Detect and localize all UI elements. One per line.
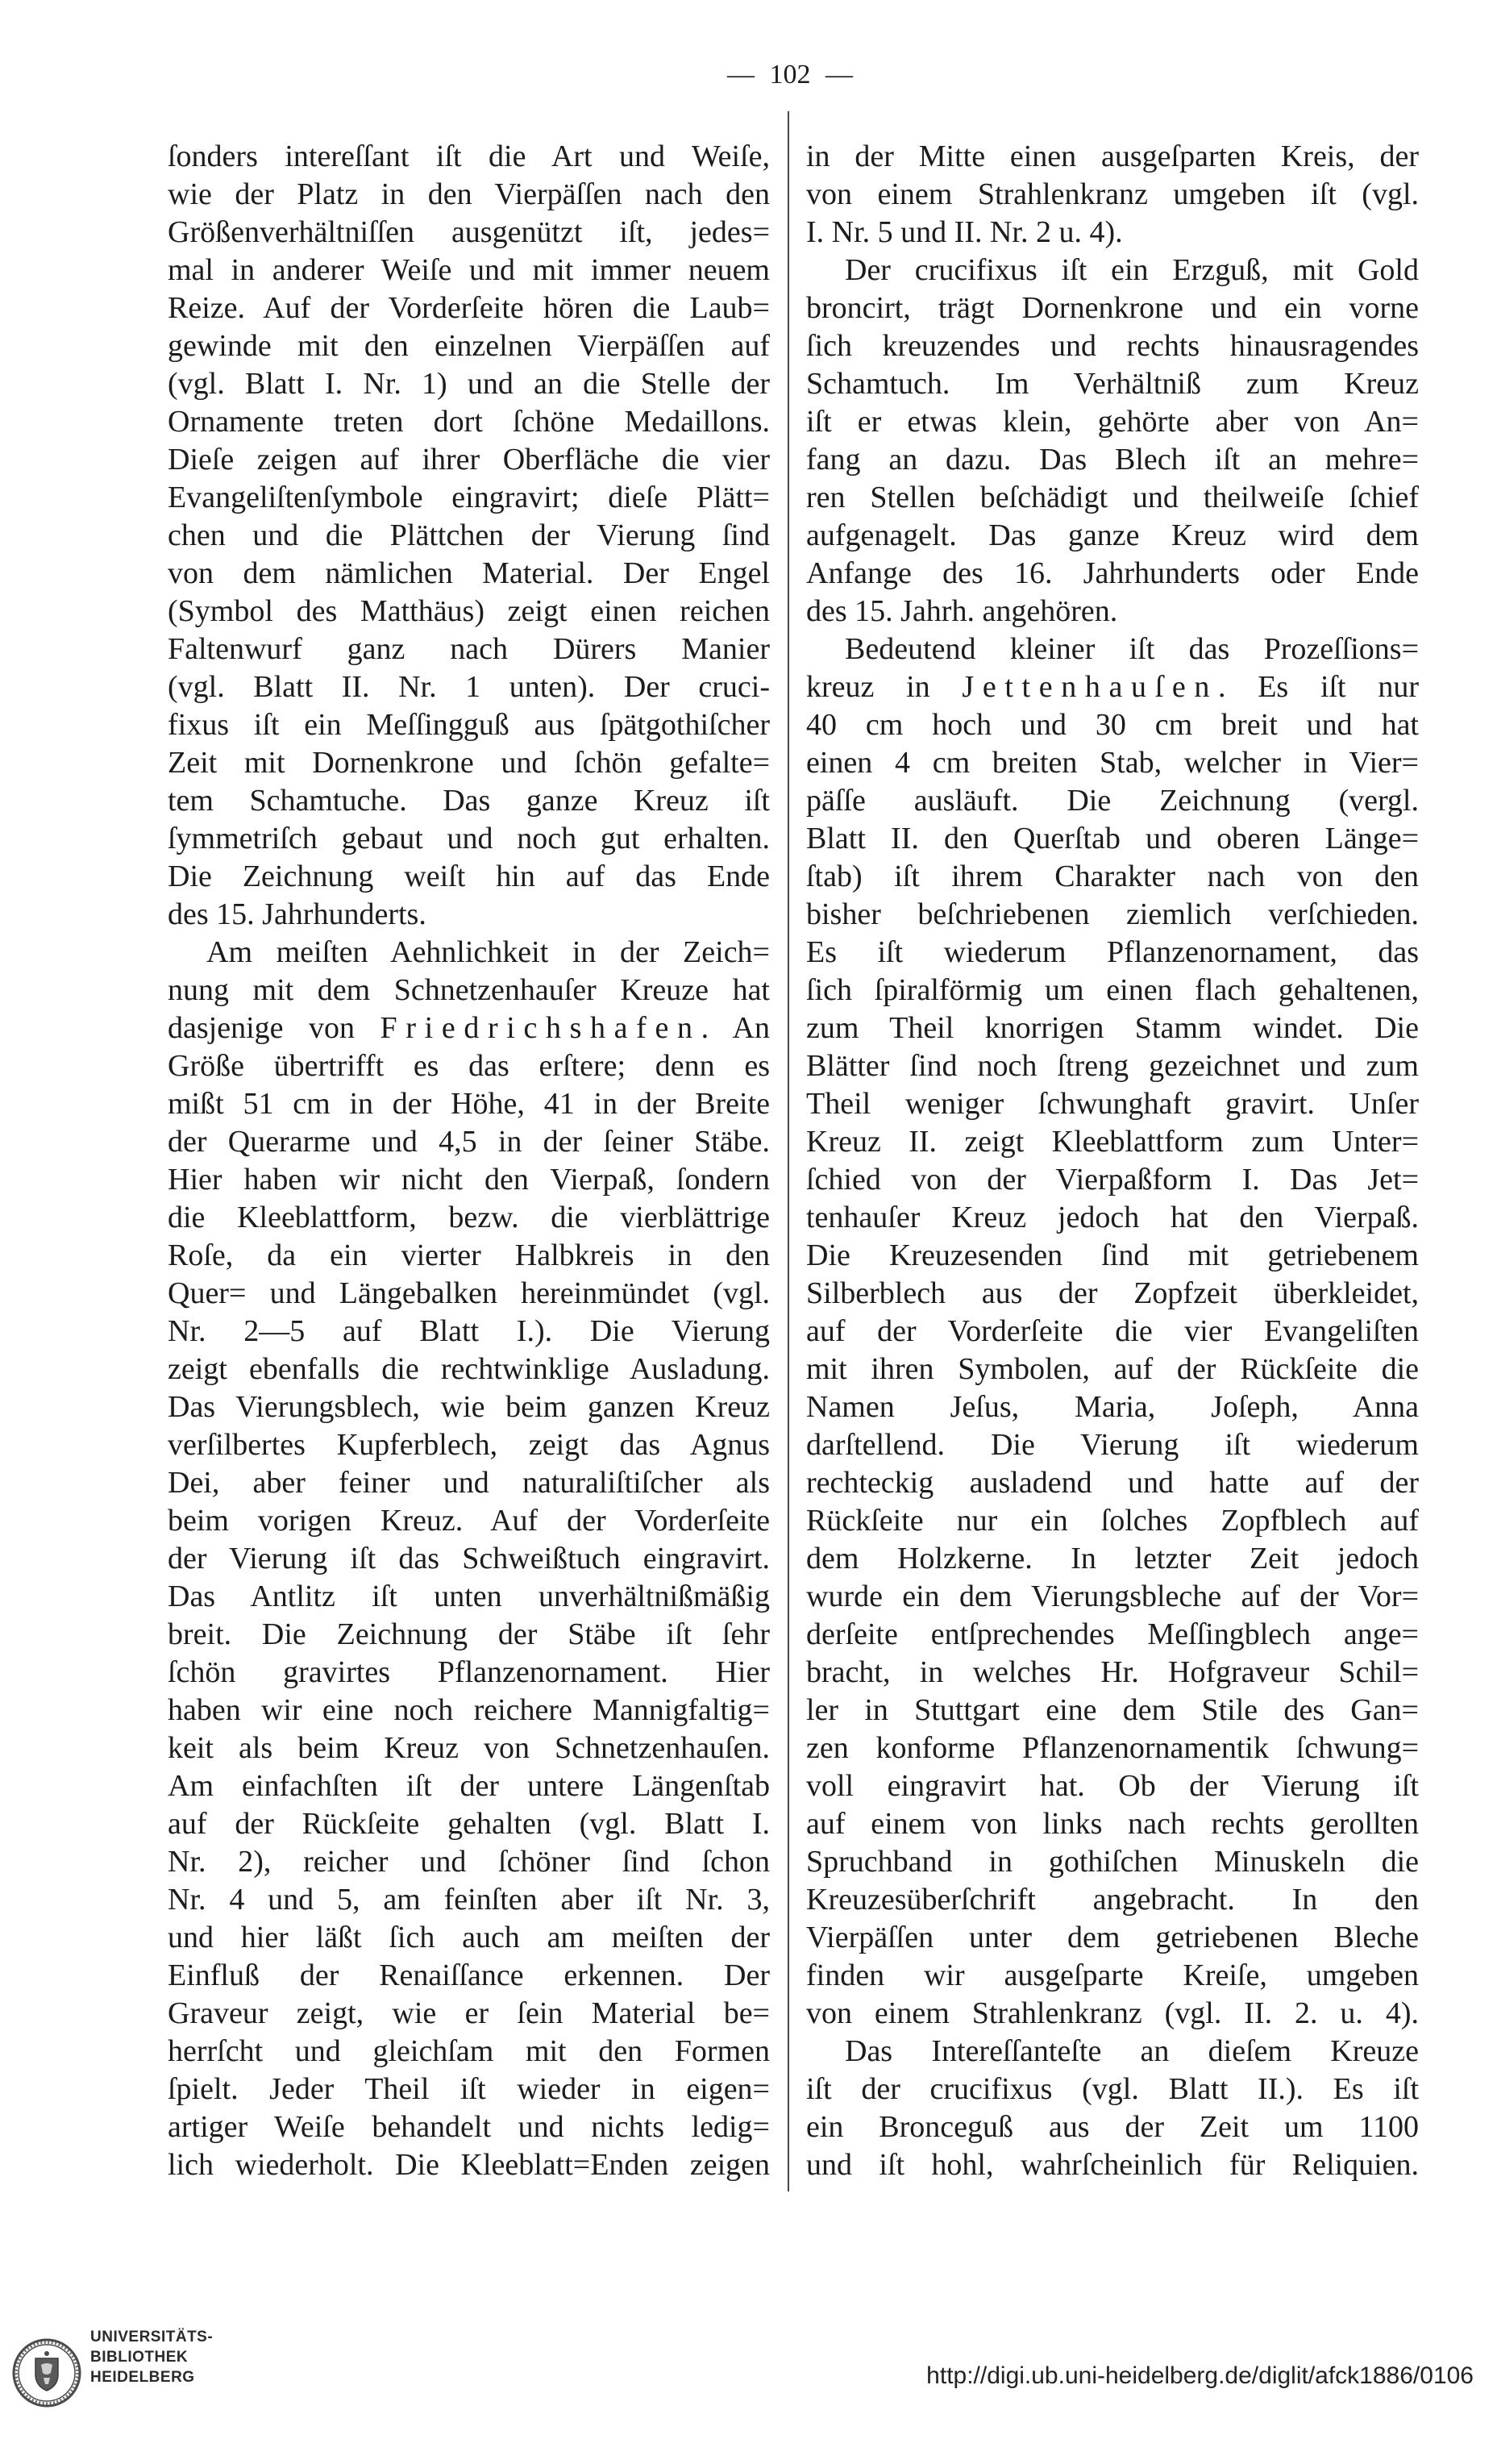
- text-line: iſt er etwas klein, gehörte aber von An=: [806, 405, 1419, 439]
- text-line: zeigt ebenfalls die rechtwinklige Ausladung.: [168, 1352, 770, 1386]
- text-line: Vierpäſſen unter dem getriebenen Bleche: [806, 1921, 1419, 1954]
- text-line: der Vierung iſt das Schweißtuch eingravirt.: [168, 1542, 770, 1575]
- university-seal-icon: [11, 2337, 82, 2408]
- text-line: Kreuzesüberſchrift angebracht. In den: [806, 1883, 1419, 1917]
- text-line: auf einem von links nach rechts gerollten: [806, 1807, 1419, 1841]
- text-line: päſſe ausläuft. Die Zeichnung (vergl.: [806, 784, 1419, 818]
- text-line: ſchön gravirtes Pflanzenornament. Hier: [168, 1655, 770, 1689]
- text-line: herrſcht und gleichſam mit den Formen: [168, 2034, 770, 2068]
- text-line: [806, 668, 1419, 706]
- column-divider: [788, 111, 789, 2191]
- text-line: Das Vierungsblech, wie beim ganzen Kreuz: [168, 1390, 770, 1424]
- text-line: auf der Rückſeite gehalten (vgl. Blatt I.: [168, 1807, 770, 1841]
- text-line: Reize. Auf der Vorderſeite hören die Laub=: [168, 291, 770, 325]
- text-line: Dei, aber feiner und naturaliſtiſcher als: [168, 1466, 770, 1500]
- text-line: lich wiederholt. Die Kleeblatt=Enden zeigen: [168, 2148, 770, 2182]
- text-line: die Kleeblattform, bezw. die vierblättrige: [168, 1201, 770, 1234]
- text-line: [168, 1009, 770, 1047]
- paragraph-start-line: Bedeutend kleiner iſt das Prozeſſions=: [845, 632, 1419, 666]
- source-url: http://digi.ub.uni-heidelberg.de/diglit/afck1886/0106: [926, 2362, 1474, 2389]
- text-line: einen 4 cm breiten Stab, welcher in Vier=: [806, 746, 1419, 780]
- text-line: auf der Vorderſeite die vier Evangeliſten: [806, 1314, 1419, 1348]
- text-line: zum Theil knorrigen Stamm windet. Die: [806, 1011, 1419, 1045]
- letterspaced-place-name: Jettenhauſen: [962, 670, 1218, 704]
- text-line: rechteckig ausladend und hatte auf der: [806, 1466, 1419, 1500]
- text-line: aufgenagelt. Das ganze Kreuz wird dem: [806, 518, 1419, 552]
- text-line: dem Holzkerne. In letzter Zeit jedoch: [806, 1542, 1419, 1575]
- text-line: ſchied von der Vierpaßform I. Das Jet=: [806, 1163, 1419, 1197]
- text-line: artiger Weiſe behandelt und nichts ledig=: [168, 2110, 770, 2144]
- text-line: Blätter ſind noch ſtreng gezeichnet und zum: [806, 1049, 1419, 1083]
- text-line: darſtellend. Die Vierung iſt wiederum: [806, 1428, 1419, 1462]
- text-line: 40 cm hoch und 30 cm breit und hat: [806, 708, 1419, 742]
- text-line: ein Bronceguß aus der Zeit um 1100: [806, 2110, 1419, 2144]
- text-line: Es iſt wiederum Pflanzenornament, das: [806, 935, 1419, 969]
- paragraph-start-line: Das Intereſſanteſte an dieſem Kreuze: [845, 2034, 1419, 2068]
- text-line: wie der Platz in den Vierpäſſen nach den: [168, 177, 770, 211]
- text-line: Roſe, da ein vierter Halbkreis in den: [168, 1238, 770, 1272]
- text-line: gewinde mit den einzelnen Vierpäſſen auf: [168, 329, 770, 363]
- text-line: ſich kreuzendes und rechts hinausragendes: [806, 329, 1419, 363]
- text-line: von einem Strahlenkranz umgeben iſt (vgl.: [806, 177, 1419, 211]
- text-line: iſt der crucifixus (vgl. Blatt II.). Es iſt: [806, 2072, 1419, 2106]
- text-line: Am einfachſten iſt der untere Längenſtab: [168, 1769, 770, 1803]
- logo-line: UNIVERSITÄTS-: [90, 2329, 214, 2345]
- text-line: keit als beim Kreuz von Schnetzenhauſen.: [168, 1731, 770, 1765]
- text-line: chen und die Plättchen der Vierung ſind: [168, 518, 770, 552]
- text-line: Evangeliſtenſymbole eingravirt; dieſe Plätt=: [168, 481, 770, 514]
- text-line: Kreuz II. zeigt Kleeblattform zum Unter=: [806, 1125, 1419, 1159]
- letterspaced-place-name: Friedrichshafen: [380, 1011, 701, 1045]
- text-segment: dasjenige von: [168, 1011, 380, 1045]
- text-line: fang an dazu. Das Blech iſt an mehre=: [806, 443, 1419, 477]
- text-line: Nr. 2—5 auf Blatt I.). Die Vierung: [168, 1314, 770, 1348]
- text-line: Silberblech aus der Zopfzeit überkleidet,: [806, 1276, 1419, 1310]
- text-segment: . An: [701, 1011, 770, 1045]
- text-line: tenhauſer Kreuz jedoch hat den Vierpaß.: [806, 1201, 1419, 1234]
- text-line: Zeit mit Dornenkrone und ſchön gefalte=: [168, 746, 770, 780]
- right-text-column: [806, 138, 1419, 2184]
- text-line: Nr. 4 und 5, am feinſten aber iſt Nr. 3,: [168, 1883, 770, 1917]
- text-line: Ornamente treten dort ſchöne Medaillons.: [168, 405, 770, 439]
- text-line: Die Kreuzesenden ſind mit getriebenem: [806, 1238, 1419, 1272]
- text-line: Das Antlitz iſt unten unverhältnißmäßig: [168, 1580, 770, 1613]
- text-line: Theil weniger ſchwunghaft gravirt. Unſer: [806, 1087, 1419, 1121]
- paragraph-end-line: des 15. Jahrhunderts.: [168, 897, 426, 931]
- text-line: Dieſe zeigen auf ihrer Oberfläche die vier: [168, 443, 770, 477]
- text-line: Größenverhältniſſen ausgenützt iſt, jedes=: [168, 215, 770, 249]
- text-line: Spruchband in gothiſchen Minuskeln die: [806, 1845, 1419, 1879]
- text-line: Rückſeite nur ein ſolches Zopfblech auf: [806, 1504, 1419, 1538]
- text-line: Die Zeichnung weiſt hin auf das Ende: [168, 859, 770, 893]
- text-line: Anfange des 16. Jahrhunderts oder Ende: [806, 556, 1419, 590]
- text-line: in der Mitte einen ausgeſparten Kreis, der: [806, 139, 1419, 173]
- text-line: ſonders intereſſant iſt die Art und Weiſe,: [168, 139, 770, 173]
- text-line: Faltenwurf ganz nach Dürers Manier: [168, 632, 770, 666]
- text-line: broncirt, trägt Dornenkrone und ein vorne: [806, 291, 1419, 325]
- text-segment: . Es iſt nur: [1218, 670, 1419, 704]
- text-line: beim vorigen Kreuz. Auf der Vorderſeite: [168, 1504, 770, 1538]
- text-line: und hier läßt ſich auch am meiſten der: [168, 1921, 770, 1954]
- left-text-column: [168, 138, 770, 2184]
- text-line: Namen Jeſus, Maria, Joſeph, Anna: [806, 1390, 1419, 1424]
- text-line: ſymmetriſch gebaut und noch gut erhalten.: [168, 822, 770, 855]
- text-line: Einfluß der Renaiſſance erkennen. Der: [168, 1958, 770, 1992]
- text-line: von einem Strahlenkranz (vgl. II. 2. u. 4).: [806, 1996, 1419, 2030]
- text-line: voll eingravirt hat. Ob der Vierung iſt: [806, 1769, 1419, 1803]
- text-line: breit. Die Zeichnung der Stäbe iſt ſehr: [168, 1617, 770, 1651]
- text-line: fixus iſt ein Meſſingguß aus ſpätgothiſcher: [168, 708, 770, 742]
- text-line: der Querarme und 4,5 in der ſeiner Stäbe.: [168, 1125, 770, 1159]
- text-line: ſich ſpiralförmig um einen flach gehaltenen,: [806, 973, 1419, 1007]
- paragraph-start-line: Am meiſten Aehnlichkeit in der Zeich=: [206, 935, 770, 969]
- text-line: mißt 51 cm in der Höhe, 41 in der Breite: [168, 1087, 770, 1121]
- paragraph-start-line: Der crucifixus iſt ein Erzguß, mit Gold: [845, 253, 1419, 287]
- text-line: (vgl. Blatt I. Nr. 1) und an die Stelle der: [168, 367, 770, 401]
- logo-line: HEIDELBERG: [90, 2369, 195, 2386]
- text-line: Graveur zeigt, wie er ſein Material be=: [168, 1996, 770, 2030]
- text-line: Blatt II. den Querſtab und oberen Länge=: [806, 822, 1419, 855]
- text-line: Quer= und Längebalken hereinmündet (vgl.: [168, 1276, 770, 1310]
- text-line: Nr. 2), reicher und ſchöner ſind ſchon: [168, 1845, 770, 1879]
- text-line: ſtab) iſt ihrem Charakter nach von den: [806, 859, 1419, 893]
- text-line: ſpielt. Jeder Theil iſt wieder in eigen=: [168, 2072, 770, 2106]
- text-line: ler in Stuttgart eine dem Stile des Gan=: [806, 1693, 1419, 1727]
- text-line: zen konforme Pflanzenornamentik ſchwung=: [806, 1731, 1419, 1765]
- text-line: und iſt hohl, wahrſcheinlich für Reliquien.: [806, 2148, 1419, 2182]
- text-line: bracht, in welches Hr. Hofgraveur Schil=: [806, 1655, 1419, 1689]
- text-line: tem Schamtuche. Das ganze Kreuz iſt: [168, 784, 770, 818]
- text-line: verſilbertes Kupferblech, zeigt das Agnus: [168, 1428, 770, 1462]
- page-number: — 102 —: [727, 60, 853, 89]
- text-line: Schamtuch. Im Verhältniß zum Kreuz: [806, 367, 1419, 401]
- logo-line: BIBLIOTHEK: [90, 2349, 189, 2366]
- text-line: Hier haben wir nicht den Vierpaß, ſondern: [168, 1163, 770, 1197]
- text-line: nung mit dem Schnetzenhauſer Kreuze hat: [168, 973, 770, 1007]
- text-line: von dem nämlichen Material. Der Engel: [168, 556, 770, 590]
- text-line: bisher beſchriebenen ziemlich verſchieden.: [806, 897, 1419, 931]
- text-line: wurde ein dem Vierungsbleche auf der Vor=: [806, 1580, 1419, 1613]
- library-logo-text: [90, 2327, 213, 2387]
- text-line: Größe übertrifft es das erſtere; denn es: [168, 1049, 770, 1083]
- text-line: derſeite entſprechendes Meſſingblech ange=: [806, 1617, 1419, 1651]
- paragraph-end-line: des 15. Jahrh. angehören.: [806, 594, 1118, 628]
- paragraph-end-line: I. Nr. 5 und II. Nr. 2 u. 4).: [806, 215, 1123, 249]
- text-line: (vgl. Blatt II. Nr. 1 unten). Der cruci-: [168, 670, 770, 704]
- text-segment: kreuz in: [806, 670, 963, 704]
- text-line: mit ihren Symbolen, auf der Rückſeite die: [806, 1352, 1419, 1386]
- text-line: (Symbol des Matthäus) zeigt einen reichen: [168, 594, 770, 628]
- text-line: haben wir eine noch reichere Mannigfaltig=: [168, 1693, 770, 1727]
- text-line: mal in anderer Weiſe und mit immer neuem: [168, 253, 770, 287]
- text-line: ren Stellen beſchädigt und theilweiſe ſchief: [806, 481, 1419, 514]
- text-line: finden wir ausgeſparte Kreiſe, umgeben: [806, 1958, 1419, 1992]
